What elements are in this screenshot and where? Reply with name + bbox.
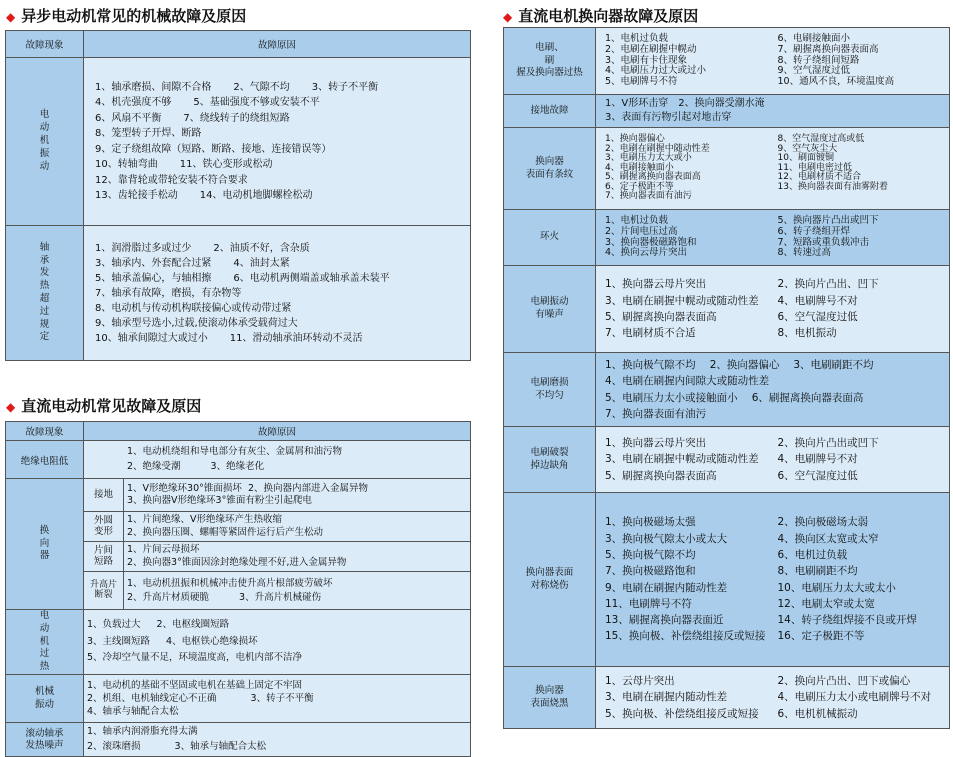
- row-label-overheat: 电 动 机 过 热: [6, 610, 84, 675]
- cause-item: 6、电机机械振动: [777, 707, 858, 720]
- cause-item: 10、刷面镀铜: [777, 153, 834, 164]
- cause-cell-mech-vibration: 1、电动机的基础不坚固或电机在基础上固定不牢固 2、机组、电机轴线定心不正确 3、转子不平衡 4、轴承与轴配合太松: [84, 675, 471, 723]
- cause-item: 1、云母片突出: [605, 675, 675, 688]
- cause-list: 1、润滑脂过多或过少 2、油质不好，含杂质 3、轴承内、外套配合过紧 4、油封太紧 5、轴承盖偏心，与轴相擦 6、电动机两侧端盖或轴承盖未装平 7、轴承有故障，磨损，有杂物等 8、电动机与传动机构联接偏心或传动带过紧 9、轴承型号选小,过载,使滚动体承受载荷过大 10、轴承间隙过大或过小 11、滑动轴承油环转动不灵活: [95, 242, 390, 344]
- cause-item: 2、换向片凸出或凹下: [777, 437, 879, 450]
- row-label-mech-vibration: 机械 振动: [6, 675, 84, 723]
- cause-cell-overheat: 1、负载过大 2、电枢线圈短路 3、主线圈短路 4、电枢铁心绝缘损坏 5、冷却空气量不足，环境温度高，电机内部不洁净: [84, 610, 471, 675]
- cause-item: 11、电刷电密过低: [777, 162, 852, 173]
- cause-item: 6、定子极距不等: [605, 181, 674, 192]
- cause-item: 5、刷握离换向器表面高: [605, 172, 701, 183]
- cause-item: 6、空气湿度过低: [777, 311, 858, 323]
- row-label-bearing-heat: [6, 226, 84, 361]
- cause-item: 12、电刷太窄或太宽: [777, 597, 875, 610]
- fault-causes: [596, 493, 950, 667]
- cause-item: 10、通风不良，环境温度高: [777, 76, 895, 88]
- cause-item: 6、转子绕组开焊: [777, 225, 851, 237]
- cause-item: 4、换向云母片突出: [605, 247, 688, 259]
- cause-item: 3、电刷在刷握内随动性差: [605, 691, 728, 704]
- section2-title: ◆ 直流电动机常见故障及原因: [6, 397, 202, 415]
- cause-item: 6、电机过负载: [777, 548, 848, 561]
- cause-item: 2、电刷在刷握中随动性差: [605, 143, 710, 154]
- cause-item: 4、电刷接触面小: [605, 162, 674, 173]
- fault-label: 环火: [504, 210, 596, 266]
- cause-item: 1、电机过负载: [605, 32, 669, 44]
- cause-item: 2、换向器受潮水淹: [678, 98, 765, 109]
- cause-cell-deform: 1、片间绝缘、V形绝缘环产生热收缩 2、换向器压圈、螺帽等紧固件运行后产生松动: [124, 512, 471, 542]
- cause-item: 5、电刷压力太小或接触面小: [605, 391, 738, 404]
- diamond-icon: ◆: [6, 400, 16, 414]
- cause-list: 1、轴承磨损、间隙不合格 2、气隙不均 3、转子不平衡 4、机壳强度不够 5、基础强度不够或安装不平 6、风扇不平衡 7、绕线转子的绕组短路 8、笼型转子开焊、断路 9、定子绕组故障（短路、断路、接地、连接错误等） 10、转轴弯曲 11、铁心变形或松动 12、靠背轮或带轮安装不符合要求 13、齿轮接手松动 14、电动机地脚螺栓松动: [95, 81, 379, 201]
- cause-item: 2、换向器偏心: [709, 358, 780, 371]
- cause-item: 11、电刷牌号不符: [605, 597, 692, 610]
- cause-item: 7、刷握离换向器表面高: [777, 43, 879, 55]
- cause-item: 3、电刷在刷握中幌动或随动性差: [605, 453, 759, 466]
- cause-item: 6、刷握离换向器表面高: [751, 391, 864, 404]
- row-label-insulation: 绝缘电阻低: [6, 441, 84, 479]
- fault-label: 电刷、 刷 握及换向器过热: [504, 28, 596, 95]
- cause-item: 6、电刷接触面小: [777, 32, 851, 44]
- vertical-label: 轴 承 发 热 超 过 规 定: [39, 241, 50, 343]
- fault-causes: [596, 128, 950, 210]
- cause-item: 2、换向片凸出、凹下: [777, 278, 879, 291]
- fault-label: 换向器表面 对称烧伤: [504, 493, 596, 667]
- cause-item: 5、换向极、补偿绕组接反或短接: [605, 707, 759, 720]
- vertical-label: 电 动 机 振 动: [39, 109, 50, 172]
- row-label-vibration: [6, 58, 84, 226]
- cause-item: 7、电刷材质不合适: [605, 327, 696, 340]
- cause-item: 1、换向极磁场太强: [605, 516, 696, 529]
- header-cause: 故障原因: [84, 422, 471, 441]
- cause-cell-short: 1、片间云母损坏 2、换向器3°锥面因涂封绝缘处理不好,进入金属异物: [124, 542, 471, 572]
- cause-item: 9、空气灰尘大: [777, 143, 838, 154]
- section1-title: ◆ 异步电动机常见的机械故障及原因: [6, 7, 247, 25]
- cause-item: 7、换向极磁路饱和: [605, 565, 696, 578]
- cause-cell-riser-break: 1、电动机扭振和机械冲击使升高片根部疲劳破坏 2、升高片材质硬脆 3、升高片机械碰伤: [124, 572, 471, 610]
- cause-cell-insulation: 1、电动机绕组和导电部分有灰尘、金属屑和油污物 2、绝缘受潮 3、绝缘老化: [84, 441, 471, 479]
- cause-item: 3、电刷压力太大或小: [605, 153, 692, 164]
- fault-causes: [596, 427, 950, 493]
- cause-item: 8、转速过高: [777, 247, 832, 259]
- cause-cell-bearing-heat: [84, 226, 471, 361]
- fault-causes: [596, 353, 950, 427]
- cause-item: 5、刷握离换向器表面高: [605, 311, 717, 323]
- cause-item: 1、电机过负载: [605, 214, 669, 226]
- fault-causes: [596, 266, 950, 353]
- cause-item: 5、换向极气隙不均: [605, 548, 696, 561]
- cause-item: 3、表面有污物引起对地击穿: [605, 112, 732, 123]
- cause-item: 2、片间电压过高: [605, 225, 678, 237]
- cause-item: 8、电刷刷距不均: [777, 565, 858, 578]
- cause-item: 3、换向器极磁路饱和: [605, 236, 697, 248]
- cause-item: 1、换向器云母片突出: [605, 437, 707, 450]
- cause-item: 1、V形环击穿: [605, 98, 669, 109]
- fault-label: 接地故障: [504, 95, 596, 128]
- cause-item: 9、空气湿度过低: [777, 65, 851, 77]
- fault-label: 换向器 表面有条纹: [504, 128, 596, 210]
- cause-item: 13、刷握离换向器表面近: [605, 614, 724, 627]
- cause-item: 8、空气湿度过高或低: [777, 134, 865, 145]
- cause-item: 7、换向器表面有油污: [605, 407, 707, 420]
- fault-causes: [596, 667, 950, 729]
- cause-item: 4、电刷压力太小或电刷牌号不对: [777, 691, 932, 704]
- header-cause: 故障原因: [84, 31, 471, 58]
- cause-item: 3、电刷在刷握中幌动或随动性差: [605, 294, 759, 307]
- row-label-bearing-noise: 滚动轴承 发热噪声: [6, 723, 84, 757]
- fault-label: 电刷破裂 掉边缺角: [504, 427, 596, 493]
- cause-item: 14、转子绕组焊接不良或开焊: [777, 614, 917, 627]
- section3-title: ◆ 直流电机换向器故障及原因: [503, 7, 699, 25]
- cause-item: 5、换向器片凸出或凹下: [777, 214, 879, 226]
- cause-cell-ground: 1、V形绝缘环30°锥面损坏 2、换向器内部进入金属异物 3、换向器V形绝缘环3°锥面有粉尘引起爬电: [124, 479, 471, 512]
- fault-causes: [596, 95, 950, 128]
- sublabel-riser-break: 升高片 断裂: [84, 572, 124, 610]
- fault-label: 电刷磨损 不均匀: [504, 353, 596, 427]
- cause-item: 7、换向器表面有油污: [605, 191, 692, 202]
- cause-item: 3、换向极气隙太小或太大: [605, 532, 728, 545]
- sublabel-short: 片间 短路: [84, 542, 124, 572]
- fault-label: 电刷振动 有噪声: [504, 266, 596, 353]
- row-label-commutator: 换 向 器: [6, 479, 84, 610]
- sublabel-deform: 外圆 变形: [84, 512, 124, 542]
- cause-item: 7、短路或重负载冲击: [777, 236, 870, 248]
- cause-cell-vibration: [84, 58, 471, 226]
- cause-item: 2、换向极磁场太弱: [777, 516, 869, 529]
- cause-item: 3、电刷有卡住现象: [605, 54, 688, 66]
- cause-item: 12、电刷材质不适合: [777, 172, 861, 183]
- fault-causes: [596, 210, 950, 266]
- table-dc-motor: [5, 421, 471, 757]
- cause-item: 4、电刷在刷握内间隙大或随动性差: [605, 375, 770, 388]
- cause-item: 6、空气湿度过低: [777, 469, 858, 482]
- cause-item: 5、电刷牌号不符: [605, 76, 678, 88]
- cause-item: 1、换向极气隙不均: [605, 358, 696, 371]
- cause-item: 1、换向器云母片突出: [605, 278, 707, 291]
- fault-label: 换向器 表面烧黑: [504, 667, 596, 729]
- cause-item: 4、电刷牌号不对: [777, 453, 858, 466]
- cause-item: 13、换向器表面有油雾附着: [777, 181, 888, 192]
- cause-item: 4、电刷压力过大或过小: [605, 65, 707, 77]
- cause-item: 15、换向极、补偿绕组接反或短接: [605, 630, 766, 643]
- fault-causes: [596, 28, 950, 95]
- cause-item: 5、刷握离换向器表面高: [605, 469, 717, 482]
- cause-item: 3、电刷刷距不均: [793, 358, 874, 371]
- diamond-icon: ◆: [503, 10, 513, 24]
- cause-item: 2、换向片凸出、凹下或偏心: [777, 675, 911, 688]
- header-symptom: 故障现象: [6, 422, 84, 441]
- cause-item: 4、电刷牌号不对: [777, 294, 858, 307]
- cause-item: 4、换向区太宽或太窄: [777, 532, 879, 545]
- cause-item: 1、换向器偏心: [605, 134, 665, 145]
- cause-item: 10、电刷压力太大或太小: [777, 581, 896, 594]
- diamond-icon: ◆: [6, 10, 16, 24]
- header-symptom: 故障现象: [6, 31, 84, 58]
- cause-item: 2、电刷在刷握中幌动: [605, 43, 697, 55]
- sublabel-ground: 接地: [84, 479, 124, 512]
- cause-item: 8、电机振动: [777, 327, 837, 340]
- cause-cell-bearing-noise: 1、轴承内润滑脂充得太满 2、滚珠磨损 3、轴承与轴配合太松: [84, 723, 471, 757]
- table-async-motor: [5, 30, 471, 361]
- table-commutator: [503, 27, 950, 729]
- cause-item: 9、电刷在刷握内随动性差: [605, 581, 728, 594]
- cause-item: 16、定子极距不等: [777, 630, 865, 643]
- cause-item: 8、转子绕组间短路: [777, 54, 860, 66]
